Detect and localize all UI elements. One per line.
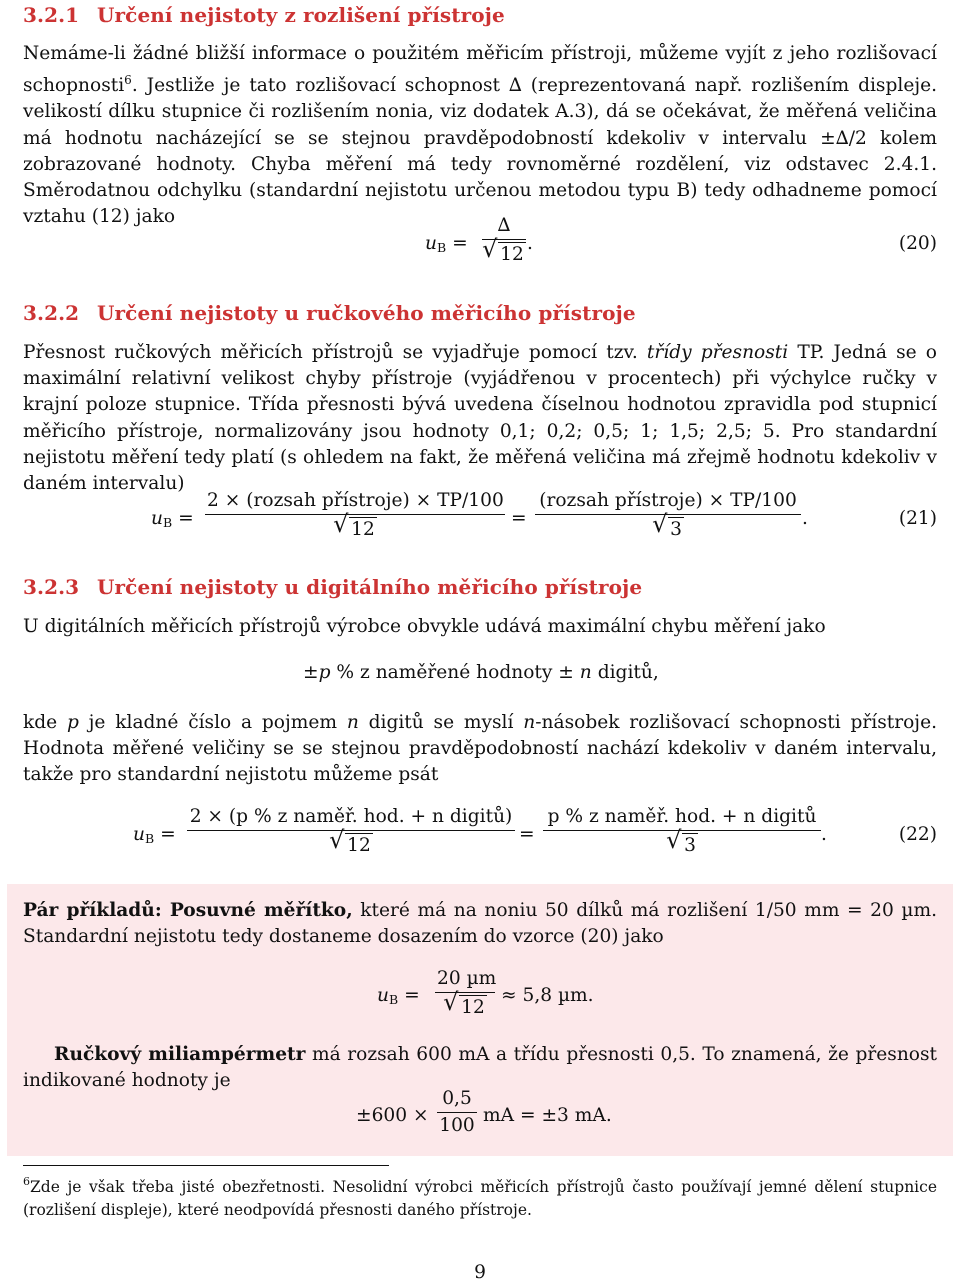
equation-fraction: ∆ √ 12 — [482, 215, 526, 265]
equation-fraction-2: (rozsah přístroje) × TP/100 √ 3 — [535, 490, 801, 540]
footnote-ref[interactable]: 6 — [124, 73, 132, 88]
equation-period: . — [821, 824, 827, 845]
page-number: 9 — [474, 1262, 486, 1283]
equation-label: (22) — [898, 824, 937, 845]
equation-period: . — [527, 233, 533, 254]
equation-lhs: $u_B$ = — [151, 508, 194, 530]
section-number: 3.2.3 — [23, 575, 80, 599]
example-milliammeter: Ručkový miliampérmetr má rozsah 600 mA a třídu přesnosti 0,5. To znamená, že přesnost indikované hodnoty je — [23, 1044, 938, 1092]
equation-lhs: $u_B$ = — [133, 824, 176, 846]
footnote: $^6$Zde je však třeba jisté obezřetnosti. Nesolidní výrobci měřicích přístrojů často používají jemné dělení stupnice (rozlišení displeje), které neodpovídá přesnosti daného přístroje. — [23, 1175, 937, 1219]
paragraph-analog — [23, 340, 937, 497]
equation-20 — [23, 215, 937, 275]
section-title: Určení nejistoty z rozlišení přístroje — [97, 3, 505, 27]
equation-fraction-1: 2 × (p % z naměř. hod. + n digitů) √ 12 — [187, 806, 515, 856]
example-bold: Ručkový miliampérmetr — [54, 1044, 306, 1065]
display-formula-pn: ±p % z naměřené hodnoty ± n digitů, — [303, 662, 659, 683]
paragraph-resolution — [23, 41, 937, 230]
paragraph-digital-2: kde p je kladné číslo a pojmem n digitů se myslí n-násobek rozlišovací schopnosti přístroje. Hodnota měřené veličiny se se stejnou pravděpodobností nachází kdekoliv v daném intervalu, takže pro standardní nejistotu můžeme psát — [23, 712, 937, 786]
paragraph-digital: U digitálních měřicích přístrojů výrobce obvykle udává maximální chybu měření jako — [23, 616, 826, 637]
example-box — [7, 884, 953, 1156]
paragraph-text: Přesnost ručkových měřicích přístrojů se vyjadřuje pomocí tzv. — [23, 342, 647, 363]
equation-label: (21) — [898, 508, 937, 529]
equation-22 — [23, 806, 937, 866]
equation-period: . — [802, 508, 808, 529]
section-heading-3-2-1 — [23, 3, 505, 27]
section-heading-3-2-3 — [23, 575, 642, 599]
emphasis-text: třídy přesnosti — [646, 342, 789, 363]
section-number: 3.2.2 — [23, 301, 80, 325]
section-title: Určení nejistoty u ručkového měřicího přístroje — [97, 301, 636, 325]
section-number: 3.2.1 — [23, 3, 80, 27]
equals-sign: = — [519, 824, 535, 845]
example-equation-milliammeter: ±600 × 0,5 100 mA = ±3 mA. — [356, 1088, 612, 1137]
equation-label: (20) — [898, 233, 937, 254]
equation-fraction-1: 2 × (rozsah přístroje) × TP/100 √ 12 — [207, 490, 504, 541]
footnote-mark: 6 — [23, 1175, 30, 1188]
example-bold: Pár příkladů: Posuvné měřítko, — [23, 900, 353, 921]
example-equation-caliper: $u_B$ = 20 µm √ 12 ≈ 5,8 µm. — [377, 968, 594, 1019]
footnote-rule — [23, 1165, 389, 1166]
paragraph-text: TP. Jedná se o maximální relativní velikost chyby přístroje (vyjádřenou v procentech) při výchylce ručky v krajní poloze stupnice. Třída přesnosti bývá uvedena číselnou hodnotou zpravidla pod stupnicí měřicího přístroje, normalizovány jsou hodnoty 0,1; 0,2; 0,5; 1; 1,5; 2,5; 5. Pro standardní nejistotu měření tedy platí (s ohledem na fakt, že měřená veličina má zřejmě hodnotu kdekoliv v daném intervalu) — [23, 342, 937, 495]
equation-21 — [23, 490, 937, 550]
section-heading-3-2-2 — [23, 301, 636, 325]
equation-lhs: $u_B$ = — [425, 233, 468, 255]
paragraph-text: . Jestliže je tato rozlišovací schopnost ∆ (reprezentovaná např. rozlišením displeje. velikostí dílku stupnice či rozlišením nonia, viz dodatek A.3), dá se očekávat, že měřená veličina má hodnotu nacházející se se stejnou pravděpodobností kdekoliv v intervalu ±∆/2 kolem zobrazované hodnoty. Chyba měření má tedy rovnoměrné rozdělení, viz odstavec 2.4.1. Směrodatnou odchylku (standardní nejistotu určenou metodou typu B) tedy odhadneme pomocí vztahu (12) jako — [23, 75, 937, 228]
equals-sign: = — [511, 508, 527, 529]
example-caliper: Pár příkladů: Posuvné měřítko, které má na noniu 50 dílků má rozlišení 1/50 mm = 20 µm. Standardní nejistotu tedy dostaneme dosazením do vzorce (20) jako — [23, 900, 938, 948]
section-title: Určení nejistoty u digitálního měřicího přístroje — [97, 575, 643, 599]
equation-fraction-2: p % z naměř. hod. + n digitů √ 3 — [543, 806, 821, 856]
paragraph-text: Nemáme-li žádné bližší informace o použitém měřicím přístroji, můžeme vyjít z jeho rozlišovací schopnosti — [23, 43, 937, 97]
